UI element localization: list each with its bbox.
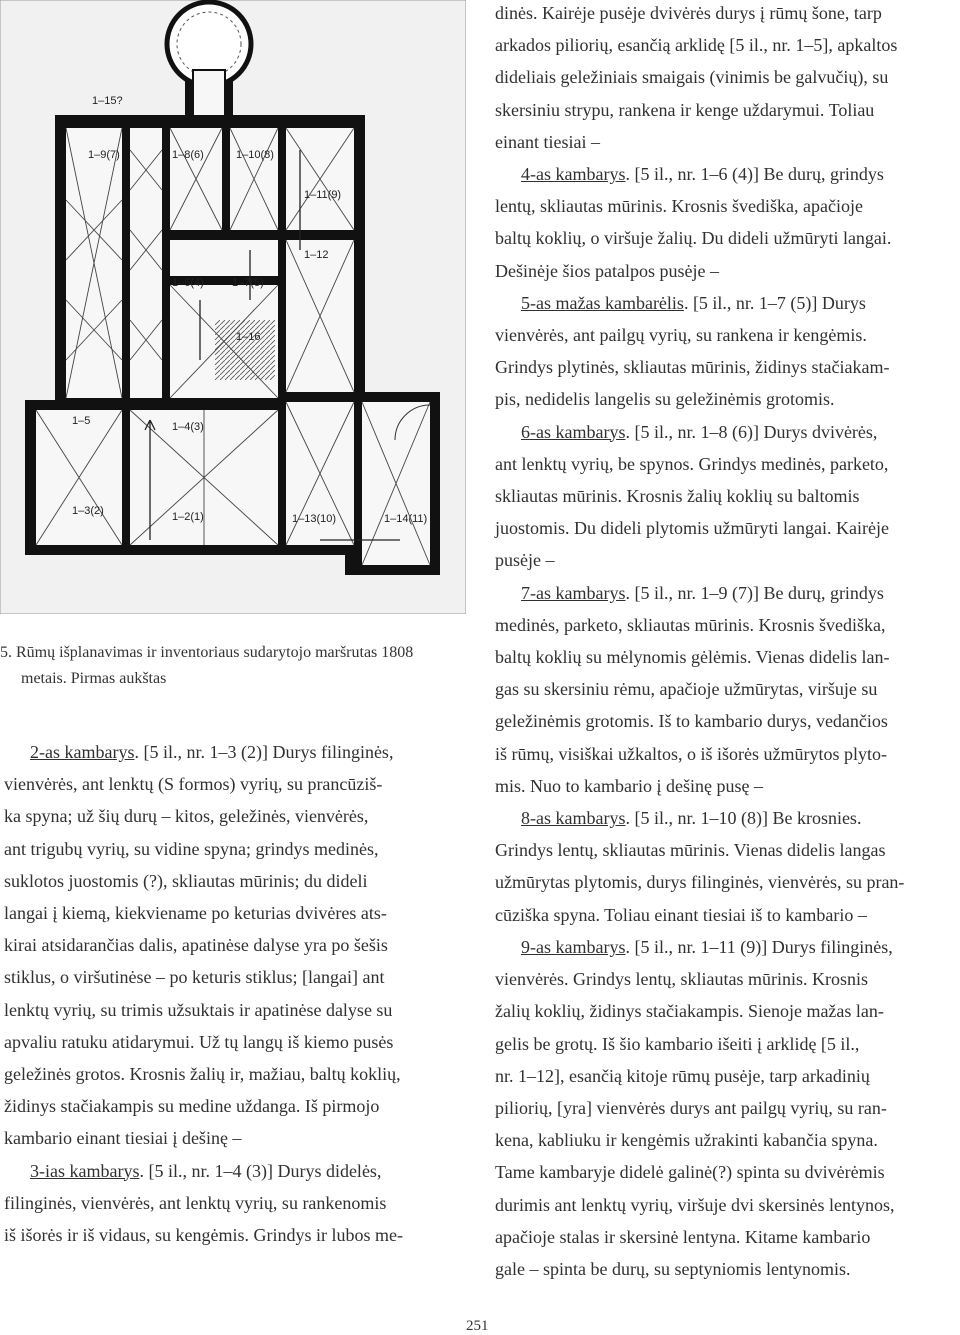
text-line: gelis be grotų. Iš šio kambario išeiti į arklidę [5 il., bbox=[495, 1033, 860, 1054]
room-5-heading: 5-as mažas kambarėlis bbox=[521, 292, 684, 313]
room-9-ref: . [5 il., nr. 1–11 (9)] Durys filinginės, bbox=[625, 936, 893, 957]
text-line: lentų, skliautas mūrinis. Krosnis švediška, apačioje bbox=[495, 196, 863, 217]
text-line: gale – spinta be durų, su septyniomis lentynomis. bbox=[495, 1258, 851, 1279]
plan-label-1-5: 1–5 bbox=[72, 415, 91, 427]
text-line: piliorių, [yra] vienvėrės durys ant pailgų vyrių, su ran- bbox=[495, 1097, 887, 1118]
room-6-ref: . [5 il., nr. 1–8 (6)] Durys dvivėrės, bbox=[625, 421, 878, 442]
paragraph-room-7 bbox=[495, 577, 956, 802]
paragraph-room-4 bbox=[495, 158, 956, 287]
plan-label-1-14: 1–14(11) bbox=[384, 513, 428, 525]
caption-line-2: metais. Pirmas aukštas bbox=[21, 670, 167, 687]
text-line: filinginės, vienvėrės, ant lenktų vyrių, su rankenomis bbox=[4, 1192, 387, 1213]
text-line: stiklus, o viršutinėse – po keturis stiklus; [langai] ant bbox=[4, 967, 385, 988]
text-line: gas su skersiniu rėmu, apačioje užmūrytas, viršuje su bbox=[495, 679, 878, 700]
paragraph-room-3 bbox=[4, 1155, 466, 1252]
paragraph-continuation bbox=[495, 0, 956, 158]
room-5-ref: . [5 il., nr. 1–7 (5)] Durys bbox=[683, 292, 866, 313]
text-line: ant trigubų vyrių, su vidine spyna; grindys medinės, bbox=[4, 838, 379, 859]
plan-label-1-4: 1–4(3) bbox=[172, 421, 204, 433]
text-line: cūziška spyna. Toliau einant tiesiai iš to kambario – bbox=[495, 904, 867, 925]
plan-label-1-2: 1–2(1) bbox=[172, 511, 204, 523]
plan-label-1-13: 1–13(10) bbox=[292, 513, 337, 525]
text-line: dinės. Kairėje pusėje dvivėrės durys į rūmų šone, tarp bbox=[495, 3, 882, 23]
caption-line-1: 5. Rūmų išplanavimas ir inventoriaus sudarytojo maršrutas 1808 bbox=[0, 644, 414, 661]
right-text-column bbox=[495, 0, 956, 1285]
text-line: pusėje – bbox=[495, 550, 555, 571]
text-line: užmūrytas plytomis, durys filinginės, vienvėrės, su pran- bbox=[495, 872, 905, 893]
plan-label-1-15: 1–15? bbox=[92, 95, 123, 107]
room-2-heading: 2-as kambarys bbox=[30, 742, 135, 762]
text-line: suklotos juostomis (?), skliautas mūrinis; du dideli bbox=[4, 870, 368, 891]
text-line: ka spyna; už šių durų – kitos, geležinės, vienvėrės, bbox=[4, 806, 369, 827]
text-line: baltų koklių su mėlynomis gėlėmis. Vienas didelis lan- bbox=[495, 647, 890, 668]
plan-label-1-16: 1–16 bbox=[236, 331, 261, 343]
room-2-ref: . [5 il., nr. 1–3 (2)] Durys filinginės, bbox=[134, 742, 394, 762]
text-line: baltų koklių, o viršuje žalių. Du dideli užmūryti langai. bbox=[495, 228, 892, 249]
text-line: Grindys plytinės, skliautas mūrinis, židinys stačiakam- bbox=[495, 357, 890, 378]
plan-label-1-3: 1–3(2) bbox=[72, 505, 104, 517]
text-line: medinės, parketo, skliautas mūrinis. Krosnis švediška, bbox=[495, 614, 886, 635]
text-line: Dešinėje šios patalpos pusėje – bbox=[495, 260, 719, 281]
text-line: žalių koklių, židinys stačiakampis. Sienoje mažas lan- bbox=[495, 1001, 884, 1022]
text-line: skersiniu strypu, rankena ir kenge uždarymui. Toliau bbox=[495, 99, 875, 120]
floor-plan-figure bbox=[0, 0, 466, 614]
text-line: mis. Nuo to kambario į dešinę pusę – bbox=[495, 775, 763, 796]
room-8-ref: . [5 il., nr. 1–10 (8)] Be krosnies. bbox=[625, 808, 862, 829]
text-line: geležinės grotos. Krosnis žalių ir, mažiau, baltų koklių, bbox=[4, 1064, 401, 1085]
text-line: Tame kambaryje didelė galinė(?) spinta su dvivėrėmis bbox=[495, 1162, 885, 1183]
text-line: arkados piliorių, esančią arklidę [5 il., nr. 1–5], apkaltos bbox=[495, 35, 898, 56]
text-line: kena, kabliuku ir kengėmis užrakinti kabančia spyna. bbox=[495, 1130, 878, 1151]
text-line: iš rūmų, visiškai užkaltos, o iš išorės užmūrytos plyto- bbox=[495, 743, 887, 764]
plan-label-1-9: 1–9(7) bbox=[88, 149, 120, 161]
plan-label-1-6: 1–6(4) bbox=[172, 277, 204, 289]
paragraph-room-9 bbox=[495, 931, 956, 1285]
room-3-heading: 3-ias kambarys bbox=[30, 1160, 140, 1181]
paragraph-room-6 bbox=[495, 416, 956, 577]
text-line: Grindys lentų, skliautas mūrinis. Vienas didelis langas bbox=[495, 840, 886, 861]
text-line: pis, nedidelis langelis su geležinėmis grotomis. bbox=[495, 389, 835, 410]
plan-label-1-10: 1–10(8) bbox=[236, 149, 274, 161]
text-line: židinys stačiakampis su medine uždanga. Iš pirmojo bbox=[4, 1096, 380, 1117]
paragraph-room-5 bbox=[495, 287, 956, 416]
text-line: durimis ant lenktų vyrių, viršuje dvi skersinės lentynos, bbox=[495, 1194, 895, 1215]
left-text-column bbox=[4, 736, 466, 1251]
text-line: vienvėrės, ant pailgų vyrių, su rankena ir kengėmis. bbox=[495, 325, 867, 346]
text-line: kirai atsidarančias dalis, apatinėse dalyse yra po šešis bbox=[4, 935, 388, 956]
text-line: dideliais geležiniais smaigais (vinimis be galvučių), su bbox=[495, 67, 889, 88]
page-number: 251 bbox=[466, 1318, 489, 1334]
plan-label-1-12: 1–12 bbox=[304, 249, 329, 261]
room-4-heading: 4-as kambarys bbox=[521, 164, 626, 185]
figure-caption bbox=[0, 640, 466, 692]
text-line: geležinėmis grotomis. Iš to kambario durys, vedančios bbox=[495, 711, 888, 732]
text-line: vienvėrės. Grindys lentų, skliautas mūrinis. Krosnis bbox=[495, 969, 868, 990]
room-6-heading: 6-as kambarys bbox=[521, 421, 626, 442]
text-line: langai į kiemą, kiekviename po keturias dvivėres ats- bbox=[4, 903, 387, 924]
room-4-ref: . [5 il., nr. 1–6 (4)] Be durų, grindys bbox=[625, 164, 884, 185]
text-line: juostomis. Du dideli plytomis užmūryti langai. Kairėje bbox=[495, 518, 889, 539]
room-8-heading: 8-as kambarys bbox=[521, 808, 626, 829]
text-line: ant lenktų vyrių, be spynos. Grindys medinės, parketo, bbox=[495, 453, 889, 474]
text-line: vienvėrės, ant lenktų (S formos) vyrių, su prancūziš- bbox=[4, 774, 383, 795]
plan-label-1-11: 1–11(9) bbox=[304, 189, 342, 201]
text-line: kambario einant tiesiai į dešinę – bbox=[4, 1128, 242, 1149]
room-9-heading: 9-as kambarys bbox=[521, 936, 626, 957]
plan-label-1-8: 1–8(6) bbox=[172, 149, 204, 161]
text-line: apvaliu ratuku atidarymui. Už tų langų iš kiemo pusės bbox=[4, 1031, 394, 1052]
plan-label-1-7: 1–7(5) bbox=[232, 277, 264, 289]
text-line: nr. 1–12], esančią kitoje rūmų pusėje, tarp arkadinių bbox=[495, 1065, 870, 1086]
room-7-heading: 7-as kambarys bbox=[521, 582, 626, 603]
text-line: apačioje stalas ir skersinė lentyna. Kitame kambario bbox=[495, 1226, 871, 1247]
paragraph-room-8 bbox=[495, 802, 956, 931]
room-3-ref: . [5 il., nr. 1–4 (3)] Durys didelės, bbox=[139, 1160, 382, 1181]
text-line: skliautas mūrinis. Krosnis žalių koklių su baltomis bbox=[495, 486, 860, 507]
paragraph-room-2 bbox=[4, 736, 466, 1155]
text-line: lenktų vyrių, su trimis užsuktais ir apatinėse dalyse su bbox=[4, 999, 393, 1020]
room-7-ref: . [5 il., nr. 1–9 (7)] Be durų, grindys bbox=[625, 582, 884, 603]
text-line: einant tiesiai – bbox=[495, 131, 600, 152]
text-line: iš išorės ir iš vidaus, su kengėmis. Grindys ir lubos me- bbox=[4, 1225, 403, 1246]
